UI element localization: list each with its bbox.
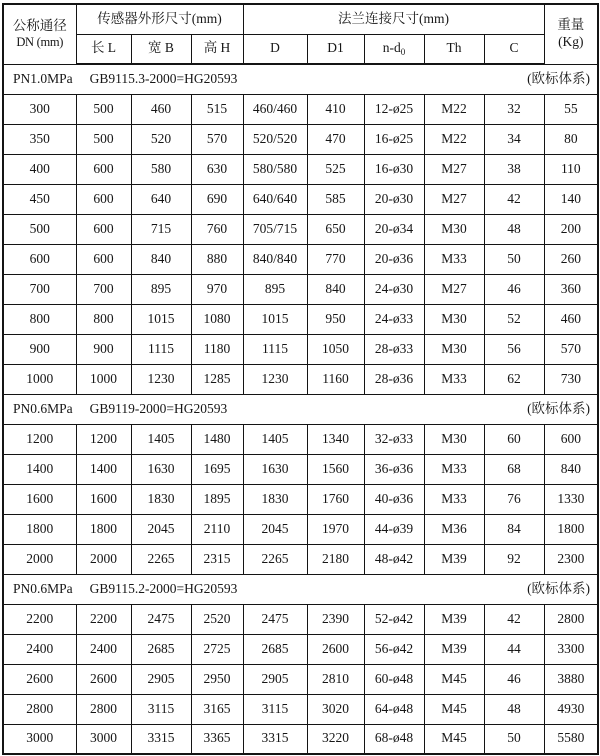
section-standard-code: GB9115.2-2000=HG20593 bbox=[89, 580, 238, 596]
table-cell: 34 bbox=[484, 124, 544, 154]
table-cell: 640/640 bbox=[243, 184, 307, 214]
table-cell: 800 bbox=[3, 304, 76, 334]
table-cell: 24-ø33 bbox=[364, 304, 424, 334]
table-cell: 28-ø33 bbox=[364, 334, 424, 364]
table-cell: M27 bbox=[424, 274, 484, 304]
table-cell: 840 bbox=[131, 244, 191, 274]
table-cell: 1630 bbox=[243, 454, 307, 484]
table-cell: 1970 bbox=[307, 514, 364, 544]
table-cell: 1340 bbox=[307, 424, 364, 454]
table-row bbox=[3, 364, 598, 394]
table-cell: 56 bbox=[484, 334, 544, 364]
table-cell: 32 bbox=[484, 94, 544, 124]
table-cell: M30 bbox=[424, 214, 484, 244]
table-cell: M45 bbox=[424, 724, 484, 754]
table-cell: 500 bbox=[76, 124, 131, 154]
table-cell: 1830 bbox=[243, 484, 307, 514]
section-header-content bbox=[4, 581, 597, 598]
table-cell: 570 bbox=[544, 334, 598, 364]
table-cell: 16-ø25 bbox=[364, 124, 424, 154]
table-cell: 44 bbox=[484, 634, 544, 664]
table-cell: 2045 bbox=[243, 514, 307, 544]
table-cell: 630 bbox=[191, 154, 243, 184]
table-cell: 1015 bbox=[131, 304, 191, 334]
table-cell: 20-ø36 bbox=[364, 244, 424, 274]
table-cell: M22 bbox=[424, 124, 484, 154]
table-cell: 1285 bbox=[191, 364, 243, 394]
table-cell: 450 bbox=[3, 184, 76, 214]
table-cell: 1015 bbox=[243, 304, 307, 334]
table-cell: M33 bbox=[424, 244, 484, 274]
table-cell: 2200 bbox=[3, 604, 76, 634]
table-row bbox=[3, 724, 598, 754]
table-row bbox=[3, 154, 598, 184]
header-weight-cell bbox=[544, 4, 598, 64]
table-cell: 2600 bbox=[3, 664, 76, 694]
table-cell: 460 bbox=[544, 304, 598, 334]
table-cell: 1200 bbox=[3, 424, 76, 454]
header-subcol-row bbox=[3, 34, 598, 64]
table-row bbox=[3, 184, 598, 214]
table-cell: 3115 bbox=[131, 694, 191, 724]
table-cell: 200 bbox=[544, 214, 598, 244]
table-cell: 1000 bbox=[3, 364, 76, 394]
section-pressure-rating: PN0.6MPa bbox=[13, 400, 73, 416]
table-cell: 585 bbox=[307, 184, 364, 214]
table-row bbox=[3, 334, 598, 364]
table-cell: 1115 bbox=[243, 334, 307, 364]
table-cell: 895 bbox=[243, 274, 307, 304]
table-cell: 2905 bbox=[243, 664, 307, 694]
table-cell: 68-ø48 bbox=[364, 724, 424, 754]
table-cell: 2315 bbox=[191, 544, 243, 574]
header-dn-unit: DN (mm) bbox=[16, 34, 64, 49]
table-cell: M27 bbox=[424, 154, 484, 184]
table-cell: M33 bbox=[424, 364, 484, 394]
table-cell: 2000 bbox=[76, 544, 131, 574]
table-cell: M30 bbox=[424, 424, 484, 454]
header-subcol: $n-d_0$ bbox=[364, 34, 424, 64]
table-cell: 3000 bbox=[3, 724, 76, 754]
table-cell: 600 bbox=[76, 184, 131, 214]
table-row bbox=[3, 244, 598, 274]
table-cell: 3315 bbox=[243, 724, 307, 754]
header-weight-unit: (Kg) bbox=[558, 34, 584, 50]
table-cell: 32-ø33 bbox=[364, 424, 424, 454]
table-cell: 20-ø34 bbox=[364, 214, 424, 244]
table-cell: 2045 bbox=[131, 514, 191, 544]
table-cell: 44-ø39 bbox=[364, 514, 424, 544]
table-cell: 350 bbox=[3, 124, 76, 154]
table-cell: 600 bbox=[544, 424, 598, 454]
section-note: (欧标体系) bbox=[527, 70, 591, 86]
table-cell: 3315 bbox=[131, 724, 191, 754]
table-row bbox=[3, 484, 598, 514]
table-cell: 62 bbox=[484, 364, 544, 394]
section-header-content bbox=[4, 401, 597, 418]
table-cell: 3165 bbox=[191, 694, 243, 724]
table-cell: 48 bbox=[484, 694, 544, 724]
table-cell: 1800 bbox=[3, 514, 76, 544]
section-header-row bbox=[3, 574, 598, 604]
table-cell: 1480 bbox=[191, 424, 243, 454]
table-cell: 500 bbox=[3, 214, 76, 244]
table-cell: 55 bbox=[544, 94, 598, 124]
table-cell: 2950 bbox=[191, 664, 243, 694]
table-cell: 60 bbox=[484, 424, 544, 454]
table-cell: 515 bbox=[191, 94, 243, 124]
table-cell: 2810 bbox=[307, 664, 364, 694]
table-cell: 460/460 bbox=[243, 94, 307, 124]
table-cell: 50 bbox=[484, 244, 544, 274]
table-row bbox=[3, 514, 598, 544]
table-cell: 2905 bbox=[131, 664, 191, 694]
table-cell: 840 bbox=[307, 274, 364, 304]
table-cell: 20-ø30 bbox=[364, 184, 424, 214]
table-cell: 1800 bbox=[544, 514, 598, 544]
table-cell: M22 bbox=[424, 94, 484, 124]
table-cell: 1230 bbox=[243, 364, 307, 394]
table-cell: 520/520 bbox=[243, 124, 307, 154]
table-cell: 64-ø48 bbox=[364, 694, 424, 724]
table-cell: 580 bbox=[131, 154, 191, 184]
table-cell: 2475 bbox=[131, 604, 191, 634]
table-cell: 900 bbox=[3, 334, 76, 364]
table-cell: 46 bbox=[484, 274, 544, 304]
table-cell: 140 bbox=[544, 184, 598, 214]
table-cell: 28-ø36 bbox=[364, 364, 424, 394]
table-cell: 2000 bbox=[3, 544, 76, 574]
section-header-content bbox=[4, 71, 597, 88]
table-cell: 600 bbox=[76, 244, 131, 274]
table-cell: 2600 bbox=[76, 664, 131, 694]
table-cell: 2600 bbox=[307, 634, 364, 664]
table-cell: 700 bbox=[76, 274, 131, 304]
table-cell: 92 bbox=[484, 544, 544, 574]
table-cell: 2110 bbox=[191, 514, 243, 544]
table-cell: 3115 bbox=[243, 694, 307, 724]
table-cell: 1600 bbox=[3, 484, 76, 514]
table-cell: 2400 bbox=[76, 634, 131, 664]
table-cell: 84 bbox=[484, 514, 544, 544]
header-subcol: 高 H bbox=[191, 34, 243, 64]
table-cell: 1600 bbox=[76, 484, 131, 514]
table-cell: 520 bbox=[131, 124, 191, 154]
section-pressure-rating: PN1.0MPa bbox=[13, 70, 73, 86]
header-flange-group: 法兰连接尺寸(mm) bbox=[243, 4, 544, 34]
table-cell: M39 bbox=[424, 634, 484, 664]
table-cell: M27 bbox=[424, 184, 484, 214]
table-row bbox=[3, 124, 598, 154]
table-cell: 1630 bbox=[131, 454, 191, 484]
table-cell: 1160 bbox=[307, 364, 364, 394]
header-subcol: C bbox=[484, 34, 544, 64]
table-cell: 1180 bbox=[191, 334, 243, 364]
table-cell: 895 bbox=[131, 274, 191, 304]
table-cell: 800 bbox=[76, 304, 131, 334]
table-cell: M39 bbox=[424, 544, 484, 574]
table-cell: 68 bbox=[484, 454, 544, 484]
table-cell: 2265 bbox=[131, 544, 191, 574]
table-row bbox=[3, 604, 598, 634]
table-cell: 2520 bbox=[191, 604, 243, 634]
header-subcol: 宽 B bbox=[131, 34, 191, 64]
header-dn-title: 公称通径 bbox=[12, 18, 67, 33]
table-cell: 3000 bbox=[76, 724, 131, 754]
table-cell: 2685 bbox=[243, 634, 307, 664]
table-cell: 2300 bbox=[544, 544, 598, 574]
table-cell: 110 bbox=[544, 154, 598, 184]
table-cell: 2265 bbox=[243, 544, 307, 574]
table-cell: 52-ø42 bbox=[364, 604, 424, 634]
table-cell: 600 bbox=[76, 154, 131, 184]
table-cell: 16-ø30 bbox=[364, 154, 424, 184]
table-cell: 24-ø30 bbox=[364, 274, 424, 304]
table-cell: 2180 bbox=[307, 544, 364, 574]
table-cell: M30 bbox=[424, 334, 484, 364]
table-cell: 770 bbox=[307, 244, 364, 274]
section-note: (欧标体系) bbox=[527, 580, 591, 596]
section-pressure-rating: PN0.6MPa bbox=[13, 580, 73, 596]
table-cell: 400 bbox=[3, 154, 76, 184]
table-cell: 840 bbox=[544, 454, 598, 484]
table-cell: 1080 bbox=[191, 304, 243, 334]
header-sensor-group: 传感器外形尺寸(mm) bbox=[76, 4, 243, 34]
table-cell: 40-ø36 bbox=[364, 484, 424, 514]
flange-dimension-table bbox=[2, 3, 599, 755]
table-cell: 42 bbox=[484, 604, 544, 634]
table-cell: 1405 bbox=[131, 424, 191, 454]
table-cell: 900 bbox=[76, 334, 131, 364]
table-cell: 2725 bbox=[191, 634, 243, 664]
table-row bbox=[3, 454, 598, 484]
table-row bbox=[3, 304, 598, 334]
table-cell: 600 bbox=[76, 214, 131, 244]
table-cell: M45 bbox=[424, 664, 484, 694]
table-row bbox=[3, 274, 598, 304]
table-cell: 2685 bbox=[131, 634, 191, 664]
table-cell: 1830 bbox=[131, 484, 191, 514]
header-subcol: D1 bbox=[307, 34, 364, 64]
table-row bbox=[3, 664, 598, 694]
table-row bbox=[3, 634, 598, 664]
table-cell: 580/580 bbox=[243, 154, 307, 184]
table-cell: 640 bbox=[131, 184, 191, 214]
table-cell: 260 bbox=[544, 244, 598, 274]
table-cell: 690 bbox=[191, 184, 243, 214]
table-cell: M33 bbox=[424, 484, 484, 514]
header-group-row bbox=[3, 4, 598, 34]
table-row bbox=[3, 94, 598, 124]
section-header-row bbox=[3, 394, 598, 424]
table-cell: 1050 bbox=[307, 334, 364, 364]
table-cell: 80 bbox=[544, 124, 598, 154]
table-cell: 570 bbox=[191, 124, 243, 154]
table-cell: 38 bbox=[484, 154, 544, 184]
table-cell: 600 bbox=[3, 244, 76, 274]
table-cell: 2800 bbox=[544, 604, 598, 634]
table-row bbox=[3, 214, 598, 244]
table-cell: 300 bbox=[3, 94, 76, 124]
section-standard-code: GB9115.3-2000=HG20593 bbox=[89, 70, 238, 86]
section-standard-code: GB9119-2000=HG20593 bbox=[89, 400, 228, 416]
table-cell: 1200 bbox=[76, 424, 131, 454]
table-cell: 76 bbox=[484, 484, 544, 514]
table-cell: 1560 bbox=[307, 454, 364, 484]
table-cell: 1405 bbox=[243, 424, 307, 454]
table-cell: 2800 bbox=[3, 694, 76, 724]
table-cell: 5580 bbox=[544, 724, 598, 754]
table-cell: 4930 bbox=[544, 694, 598, 724]
table-cell: 60-ø48 bbox=[364, 664, 424, 694]
table-row bbox=[3, 694, 598, 724]
table-cell: 1400 bbox=[76, 454, 131, 484]
table-cell: 650 bbox=[307, 214, 364, 244]
table-cell: 1115 bbox=[131, 334, 191, 364]
table-cell: 1800 bbox=[76, 514, 131, 544]
table-cell: 2200 bbox=[76, 604, 131, 634]
header-subcol: D bbox=[243, 34, 307, 64]
header-dn-cell bbox=[3, 4, 76, 64]
table-cell: 760 bbox=[191, 214, 243, 244]
table-cell: 950 bbox=[307, 304, 364, 334]
table-cell: 470 bbox=[307, 124, 364, 154]
table-cell: 1400 bbox=[3, 454, 76, 484]
table-cell: 360 bbox=[544, 274, 598, 304]
table-cell: M30 bbox=[424, 304, 484, 334]
table-cell: 1695 bbox=[191, 454, 243, 484]
table-cell: 3365 bbox=[191, 724, 243, 754]
table-cell: 56-ø42 bbox=[364, 634, 424, 664]
table-cell: 3300 bbox=[544, 634, 598, 664]
table-cell: 36-ø36 bbox=[364, 454, 424, 484]
table-cell: 46 bbox=[484, 664, 544, 694]
table-cell: 880 bbox=[191, 244, 243, 274]
header-weight-title: 重量 bbox=[557, 17, 585, 33]
table-row bbox=[3, 544, 598, 574]
table-cell: 48-ø42 bbox=[364, 544, 424, 574]
table-cell: 1330 bbox=[544, 484, 598, 514]
table-row bbox=[3, 424, 598, 454]
table-cell: 730 bbox=[544, 364, 598, 394]
section-header-row bbox=[3, 64, 598, 94]
table-cell: 3220 bbox=[307, 724, 364, 754]
table-cell: 1000 bbox=[76, 364, 131, 394]
table-cell: 2475 bbox=[243, 604, 307, 634]
table-cell: 2400 bbox=[3, 634, 76, 664]
section-note: (欧标体系) bbox=[527, 400, 591, 416]
table-cell: 460 bbox=[131, 94, 191, 124]
table-cell: 840/840 bbox=[243, 244, 307, 274]
table-cell: 50 bbox=[484, 724, 544, 754]
table-cell: 3020 bbox=[307, 694, 364, 724]
table-cell: M33 bbox=[424, 454, 484, 484]
table-cell: 410 bbox=[307, 94, 364, 124]
table-cell: 2800 bbox=[76, 694, 131, 724]
table-cell: 700 bbox=[3, 274, 76, 304]
header-subcol: 长 L bbox=[76, 34, 131, 64]
header-subcol: Th bbox=[424, 34, 484, 64]
table-cell: 48 bbox=[484, 214, 544, 244]
table-cell: 970 bbox=[191, 274, 243, 304]
table-cell: M39 bbox=[424, 604, 484, 634]
table-cell: 715 bbox=[131, 214, 191, 244]
table-cell: M36 bbox=[424, 514, 484, 544]
table-cell: M45 bbox=[424, 694, 484, 724]
table-cell: 1895 bbox=[191, 484, 243, 514]
table-cell: 1230 bbox=[131, 364, 191, 394]
table-cell: 52 bbox=[484, 304, 544, 334]
table-cell: 500 bbox=[76, 94, 131, 124]
table-cell: 3880 bbox=[544, 664, 598, 694]
table-cell: 1760 bbox=[307, 484, 364, 514]
table-cell: 525 bbox=[307, 154, 364, 184]
table-cell: 42 bbox=[484, 184, 544, 214]
table-cell: 2390 bbox=[307, 604, 364, 634]
table-cell: 705/715 bbox=[243, 214, 307, 244]
table-cell: 12-ø25 bbox=[364, 94, 424, 124]
